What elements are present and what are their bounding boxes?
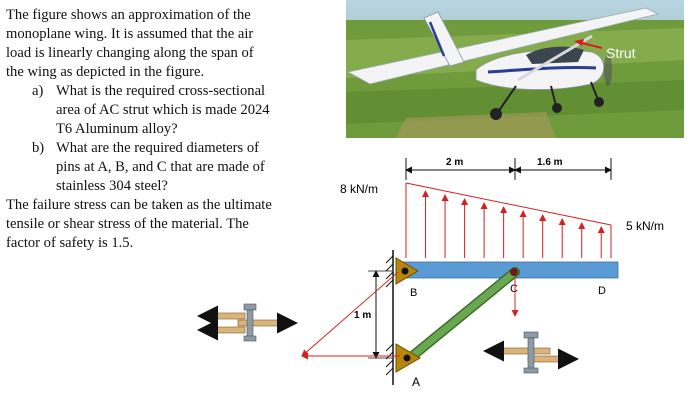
single-shear-pin-detail	[486, 332, 576, 373]
point-label-a: A	[412, 375, 421, 389]
span-dimensions	[406, 157, 611, 180]
load-left-label: 8 kN/m	[340, 182, 379, 196]
part-label: b)	[32, 140, 45, 156]
point-label-b: B	[410, 287, 418, 299]
wall-support	[386, 250, 393, 385]
part-text: What is the required cross-sectional area of AC strut which is made 2024 T6 Aluminum alloy?	[56, 83, 270, 137]
pin-b	[402, 268, 409, 275]
dim-left-label: 2 m	[446, 157, 464, 168]
height-label: 1 m	[354, 310, 372, 321]
point-label-c: C	[510, 283, 518, 295]
dim-right-label: 1.6 m	[537, 157, 563, 168]
point-label-d: D	[598, 285, 606, 297]
double-shear-pin-detail	[200, 304, 295, 341]
callout-line-b	[302, 272, 398, 356]
distributed-load	[406, 183, 611, 258]
part-label: a)	[32, 83, 44, 99]
pin-a	[404, 355, 411, 362]
strut-label: Strut	[606, 45, 636, 61]
problem-intro: The figure shows an approximation of the monoplane wing. It is assumed that the air load is linearly changing along the span of the wing as depicted in the figure.	[6, 7, 254, 80]
strut-ac-fill	[410, 272, 515, 358]
part-text: What are the required diameters of pins at A, B, and C that are made of stainless 304 steel?	[56, 140, 265, 194]
problem-outro: The failure stress can be taken as the ultimate tensile or shear stress of the material. The factor of safety is 1.5.	[6, 197, 272, 251]
pin-c	[510, 268, 518, 276]
load-right-label: 5 kN/m	[626, 219, 665, 233]
